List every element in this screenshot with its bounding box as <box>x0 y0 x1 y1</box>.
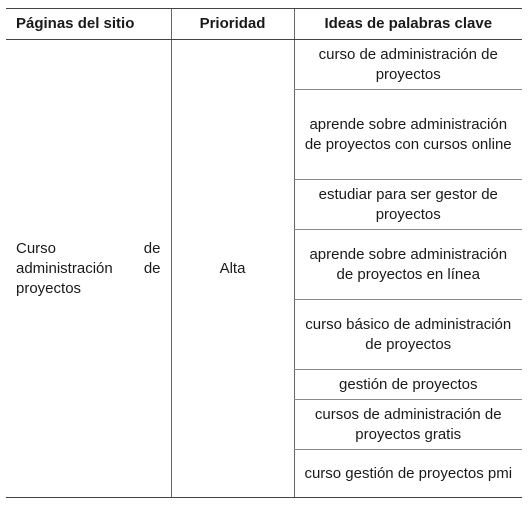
keyword-cell: curso gestión de proyectos pmi <box>294 450 522 498</box>
keyword-cell: estudiar para ser gestor de proyectos <box>294 180 522 230</box>
header-priority: Prioridad <box>171 9 294 40</box>
header-keyword-ideas: Ideas de palabras clave <box>294 9 522 40</box>
keyword-cell: curso de administración de proyectos <box>294 40 522 90</box>
keyword-cell: curso básico de administración de proyectos <box>294 300 522 370</box>
priority-cell: Alta <box>171 40 294 498</box>
keyword-cell: aprende sobre administración de proyectos con cursos online <box>294 90 522 180</box>
table-body <box>6 40 522 498</box>
keyword-table <box>6 8 522 498</box>
table-row <box>6 40 522 90</box>
header-row <box>6 9 522 40</box>
keyword-cell: aprende sobre administración de proyectos en línea <box>294 230 522 300</box>
keyword-cell: cursos de administración de proyectos gratis <box>294 400 522 450</box>
table-header <box>6 9 522 40</box>
keyword-cell: gestión de proyectos <box>294 370 522 400</box>
site-page-cell: Curso de administración de proyectos <box>6 40 171 498</box>
header-site-pages: Páginas del sitio <box>6 9 171 40</box>
